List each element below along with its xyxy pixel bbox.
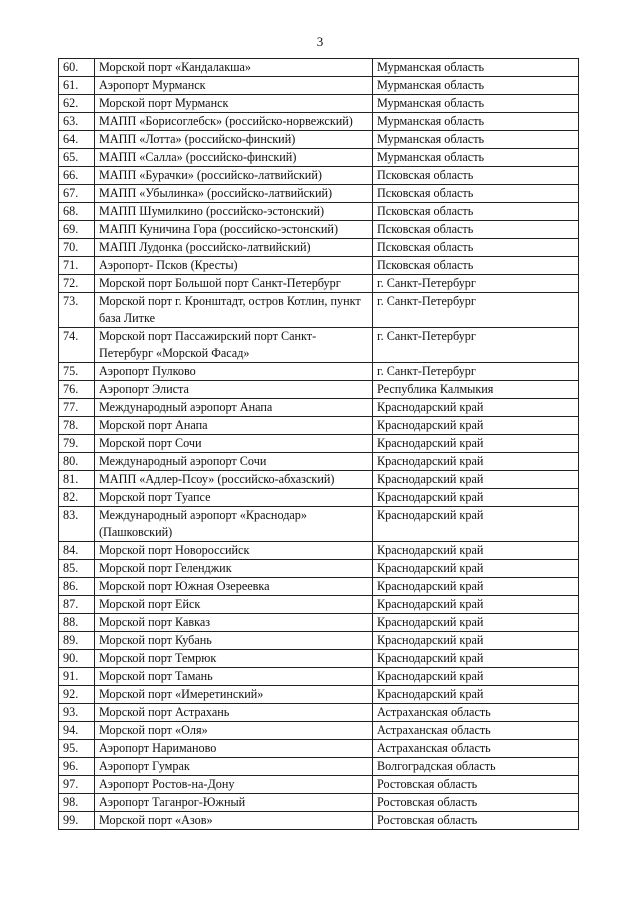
checkpoint-name: Аэропорт Пулково: [95, 363, 373, 381]
row-number: 63.: [59, 113, 95, 131]
checkpoint-name: МАПП Лудонка (российско-латвийский): [95, 239, 373, 257]
table-row: [59, 740, 579, 758]
row-number: 72.: [59, 275, 95, 293]
checkpoint-name: Аэропорт- Псков (Кресты): [95, 257, 373, 275]
region-name: Краснодарский край: [373, 399, 579, 417]
region-name: г. Санкт-Петербург: [373, 293, 579, 328]
table-row: [59, 257, 579, 275]
checkpoint-name: Морской порт «Кандалакша»: [95, 59, 373, 77]
row-number: 76.: [59, 381, 95, 399]
row-number: 65.: [59, 149, 95, 167]
table-row: [59, 596, 579, 614]
row-number: 77.: [59, 399, 95, 417]
checkpoint-name: Морской порт Туапсе: [95, 489, 373, 507]
table-row: [59, 435, 579, 453]
region-name: Краснодарский край: [373, 542, 579, 560]
table-row: [59, 131, 579, 149]
row-number: 67.: [59, 185, 95, 203]
row-number: 83.: [59, 507, 95, 542]
table-row: [59, 417, 579, 435]
region-name: Республика Калмыкия: [373, 381, 579, 399]
checkpoint-name: Морской порт «Азов»: [95, 812, 373, 830]
checkpoint-name: Морской порт Ейск: [95, 596, 373, 614]
table-row: [59, 275, 579, 293]
region-name: Краснодарский край: [373, 417, 579, 435]
row-number: 86.: [59, 578, 95, 596]
region-name: Ростовская область: [373, 776, 579, 794]
checkpoint-name: Морской порт Темрюк: [95, 650, 373, 668]
checkpoint-name: МАПП «Борисоглебск» (российско-норвежский): [95, 113, 373, 131]
region-name: Краснодарский край: [373, 578, 579, 596]
region-name: Мурманская область: [373, 149, 579, 167]
row-number: 68.: [59, 203, 95, 221]
checkpoint-name: Аэропорт Гумрак: [95, 758, 373, 776]
region-name: Псковская область: [373, 167, 579, 185]
region-name: Краснодарский край: [373, 650, 579, 668]
region-name: Краснодарский край: [373, 596, 579, 614]
row-number: 99.: [59, 812, 95, 830]
checkpoint-name: Морской порт г. Кронштадт, остров Котлин, пункт база Литке: [95, 293, 373, 328]
region-name: Краснодарский край: [373, 507, 579, 542]
region-name: Краснодарский край: [373, 686, 579, 704]
table-row: [59, 149, 579, 167]
table-row: [59, 77, 579, 95]
region-name: Мурманская область: [373, 95, 579, 113]
row-number: 89.: [59, 632, 95, 650]
region-name: Краснодарский край: [373, 489, 579, 507]
table-row: [59, 221, 579, 239]
region-name: Краснодарский край: [373, 560, 579, 578]
checkpoint-name: Аэропорт Мурманск: [95, 77, 373, 95]
table-row: [59, 203, 579, 221]
region-name: Краснодарский край: [373, 632, 579, 650]
region-name: Астраханская область: [373, 704, 579, 722]
region-name: Ростовская область: [373, 812, 579, 830]
checkpoint-name: Морской порт Кубань: [95, 632, 373, 650]
row-number: 90.: [59, 650, 95, 668]
row-number: 80.: [59, 453, 95, 471]
table-row: [59, 758, 579, 776]
table-row: [59, 293, 579, 328]
checkpoint-name: Международный аэропорт Анапа: [95, 399, 373, 417]
checkpoint-name: Аэропорт Элиста: [95, 381, 373, 399]
table-row: [59, 578, 579, 596]
checkpoint-name: Морской порт Сочи: [95, 435, 373, 453]
checkpoint-name: Морской порт Пассажирский порт Санкт-Петербург «Морской Фасад»: [95, 328, 373, 363]
row-number: 84.: [59, 542, 95, 560]
table-row: [59, 363, 579, 381]
region-name: Псковская область: [373, 239, 579, 257]
checkpoint-name: Морской порт Большой порт Санкт-Петербург: [95, 275, 373, 293]
checkpoints-table: [58, 58, 579, 830]
table-row: [59, 471, 579, 489]
table-row: [59, 507, 579, 542]
region-name: г. Санкт-Петербург: [373, 275, 579, 293]
row-number: 75.: [59, 363, 95, 381]
table-row: [59, 59, 579, 77]
table-row: [59, 167, 579, 185]
table-row: [59, 95, 579, 113]
region-name: Краснодарский край: [373, 453, 579, 471]
checkpoint-name: Морской порт Анапа: [95, 417, 373, 435]
table-row: [59, 399, 579, 417]
table-row: [59, 113, 579, 131]
row-number: 87.: [59, 596, 95, 614]
table-row: [59, 704, 579, 722]
region-name: Мурманская область: [373, 113, 579, 131]
checkpoint-name: Аэропорт Ростов-на-Дону: [95, 776, 373, 794]
table-row: [59, 381, 579, 399]
checkpoint-name: МАПП «Салла» (российско-финский): [95, 149, 373, 167]
region-name: Краснодарский край: [373, 435, 579, 453]
checkpoint-name: МАПП Шумилкино (российско-эстонский): [95, 203, 373, 221]
row-number: 82.: [59, 489, 95, 507]
region-name: г. Санкт-Петербург: [373, 328, 579, 363]
row-number: 79.: [59, 435, 95, 453]
table-row: [59, 328, 579, 363]
row-number: 93.: [59, 704, 95, 722]
region-name: г. Санкт-Петербург: [373, 363, 579, 381]
row-number: 60.: [59, 59, 95, 77]
row-number: 73.: [59, 293, 95, 328]
row-number: 62.: [59, 95, 95, 113]
checkpoint-name: Морской порт Новороссийск: [95, 542, 373, 560]
region-name: Волгоградская область: [373, 758, 579, 776]
row-number: 88.: [59, 614, 95, 632]
checkpoint-name: Международный аэропорт Сочи: [95, 453, 373, 471]
table-row: [59, 668, 579, 686]
row-number: 97.: [59, 776, 95, 794]
checkpoint-name: МАПП «Адлер-Псоу» (российско-абхазский): [95, 471, 373, 489]
region-name: Ростовская область: [373, 794, 579, 812]
page-number: 3: [316, 34, 324, 49]
row-number: 94.: [59, 722, 95, 740]
table-row: [59, 489, 579, 507]
checkpoint-name: Морской порт Астрахань: [95, 704, 373, 722]
row-number: 74.: [59, 328, 95, 363]
checkpoint-name: Аэропорт Таганрог-Южный: [95, 794, 373, 812]
row-number: 92.: [59, 686, 95, 704]
row-number: 85.: [59, 560, 95, 578]
checkpoint-name: МАПП «Бурачки» (российско-латвийский): [95, 167, 373, 185]
checkpoint-name: Морской порт Южная Озереевка: [95, 578, 373, 596]
region-name: Псковская область: [373, 257, 579, 275]
table-body: [59, 59, 579, 830]
region-name: Псковская область: [373, 185, 579, 203]
table-row: [59, 560, 579, 578]
table-row: [59, 632, 579, 650]
row-number: 64.: [59, 131, 95, 149]
row-number: 70.: [59, 239, 95, 257]
region-name: Мурманская область: [373, 131, 579, 149]
region-name: Астраханская область: [373, 740, 579, 758]
row-number: 66.: [59, 167, 95, 185]
table-row: [59, 239, 579, 257]
table-row: [59, 614, 579, 632]
region-name: Краснодарский край: [373, 471, 579, 489]
region-name: Мурманская область: [373, 77, 579, 95]
checkpoint-name: Морской порт «Оля»: [95, 722, 373, 740]
table-row: [59, 453, 579, 471]
region-name: Астраханская область: [373, 722, 579, 740]
row-number: 95.: [59, 740, 95, 758]
row-number: 78.: [59, 417, 95, 435]
row-number: 96.: [59, 758, 95, 776]
row-number: 91.: [59, 668, 95, 686]
table-row: [59, 722, 579, 740]
table-row: [59, 812, 579, 830]
region-name: Мурманская область: [373, 59, 579, 77]
region-name: Псковская область: [373, 221, 579, 239]
checkpoint-name: Морской порт Кавказ: [95, 614, 373, 632]
checkpoint-name: Аэропорт Нариманово: [95, 740, 373, 758]
checkpoint-name: МАПП «Лотта» (российско-финский): [95, 131, 373, 149]
checkpoint-name: Морской порт Геленджик: [95, 560, 373, 578]
checkpoint-name: Морской порт Мурманск: [95, 95, 373, 113]
region-name: Краснодарский край: [373, 668, 579, 686]
table-row: [59, 542, 579, 560]
table-row: [59, 686, 579, 704]
table-row: [59, 794, 579, 812]
checkpoint-name: Международный аэропорт «Краснодар» (Пашковский): [95, 507, 373, 542]
table-row: [59, 185, 579, 203]
row-number: 69.: [59, 221, 95, 239]
checkpoint-name: МАПП «Убылинка» (российско-латвийский): [95, 185, 373, 203]
row-number: 81.: [59, 471, 95, 489]
checkpoint-name: Морской порт Тамань: [95, 668, 373, 686]
row-number: 61.: [59, 77, 95, 95]
region-name: Псковская область: [373, 203, 579, 221]
checkpoint-name: Морской порт «Имеретинский»: [95, 686, 373, 704]
row-number: 98.: [59, 794, 95, 812]
table-row: [59, 650, 579, 668]
table-row: [59, 776, 579, 794]
region-name: Краснодарский край: [373, 614, 579, 632]
row-number: 71.: [59, 257, 95, 275]
checkpoint-name: МАПП Куничина Гора (российско-эстонский): [95, 221, 373, 239]
